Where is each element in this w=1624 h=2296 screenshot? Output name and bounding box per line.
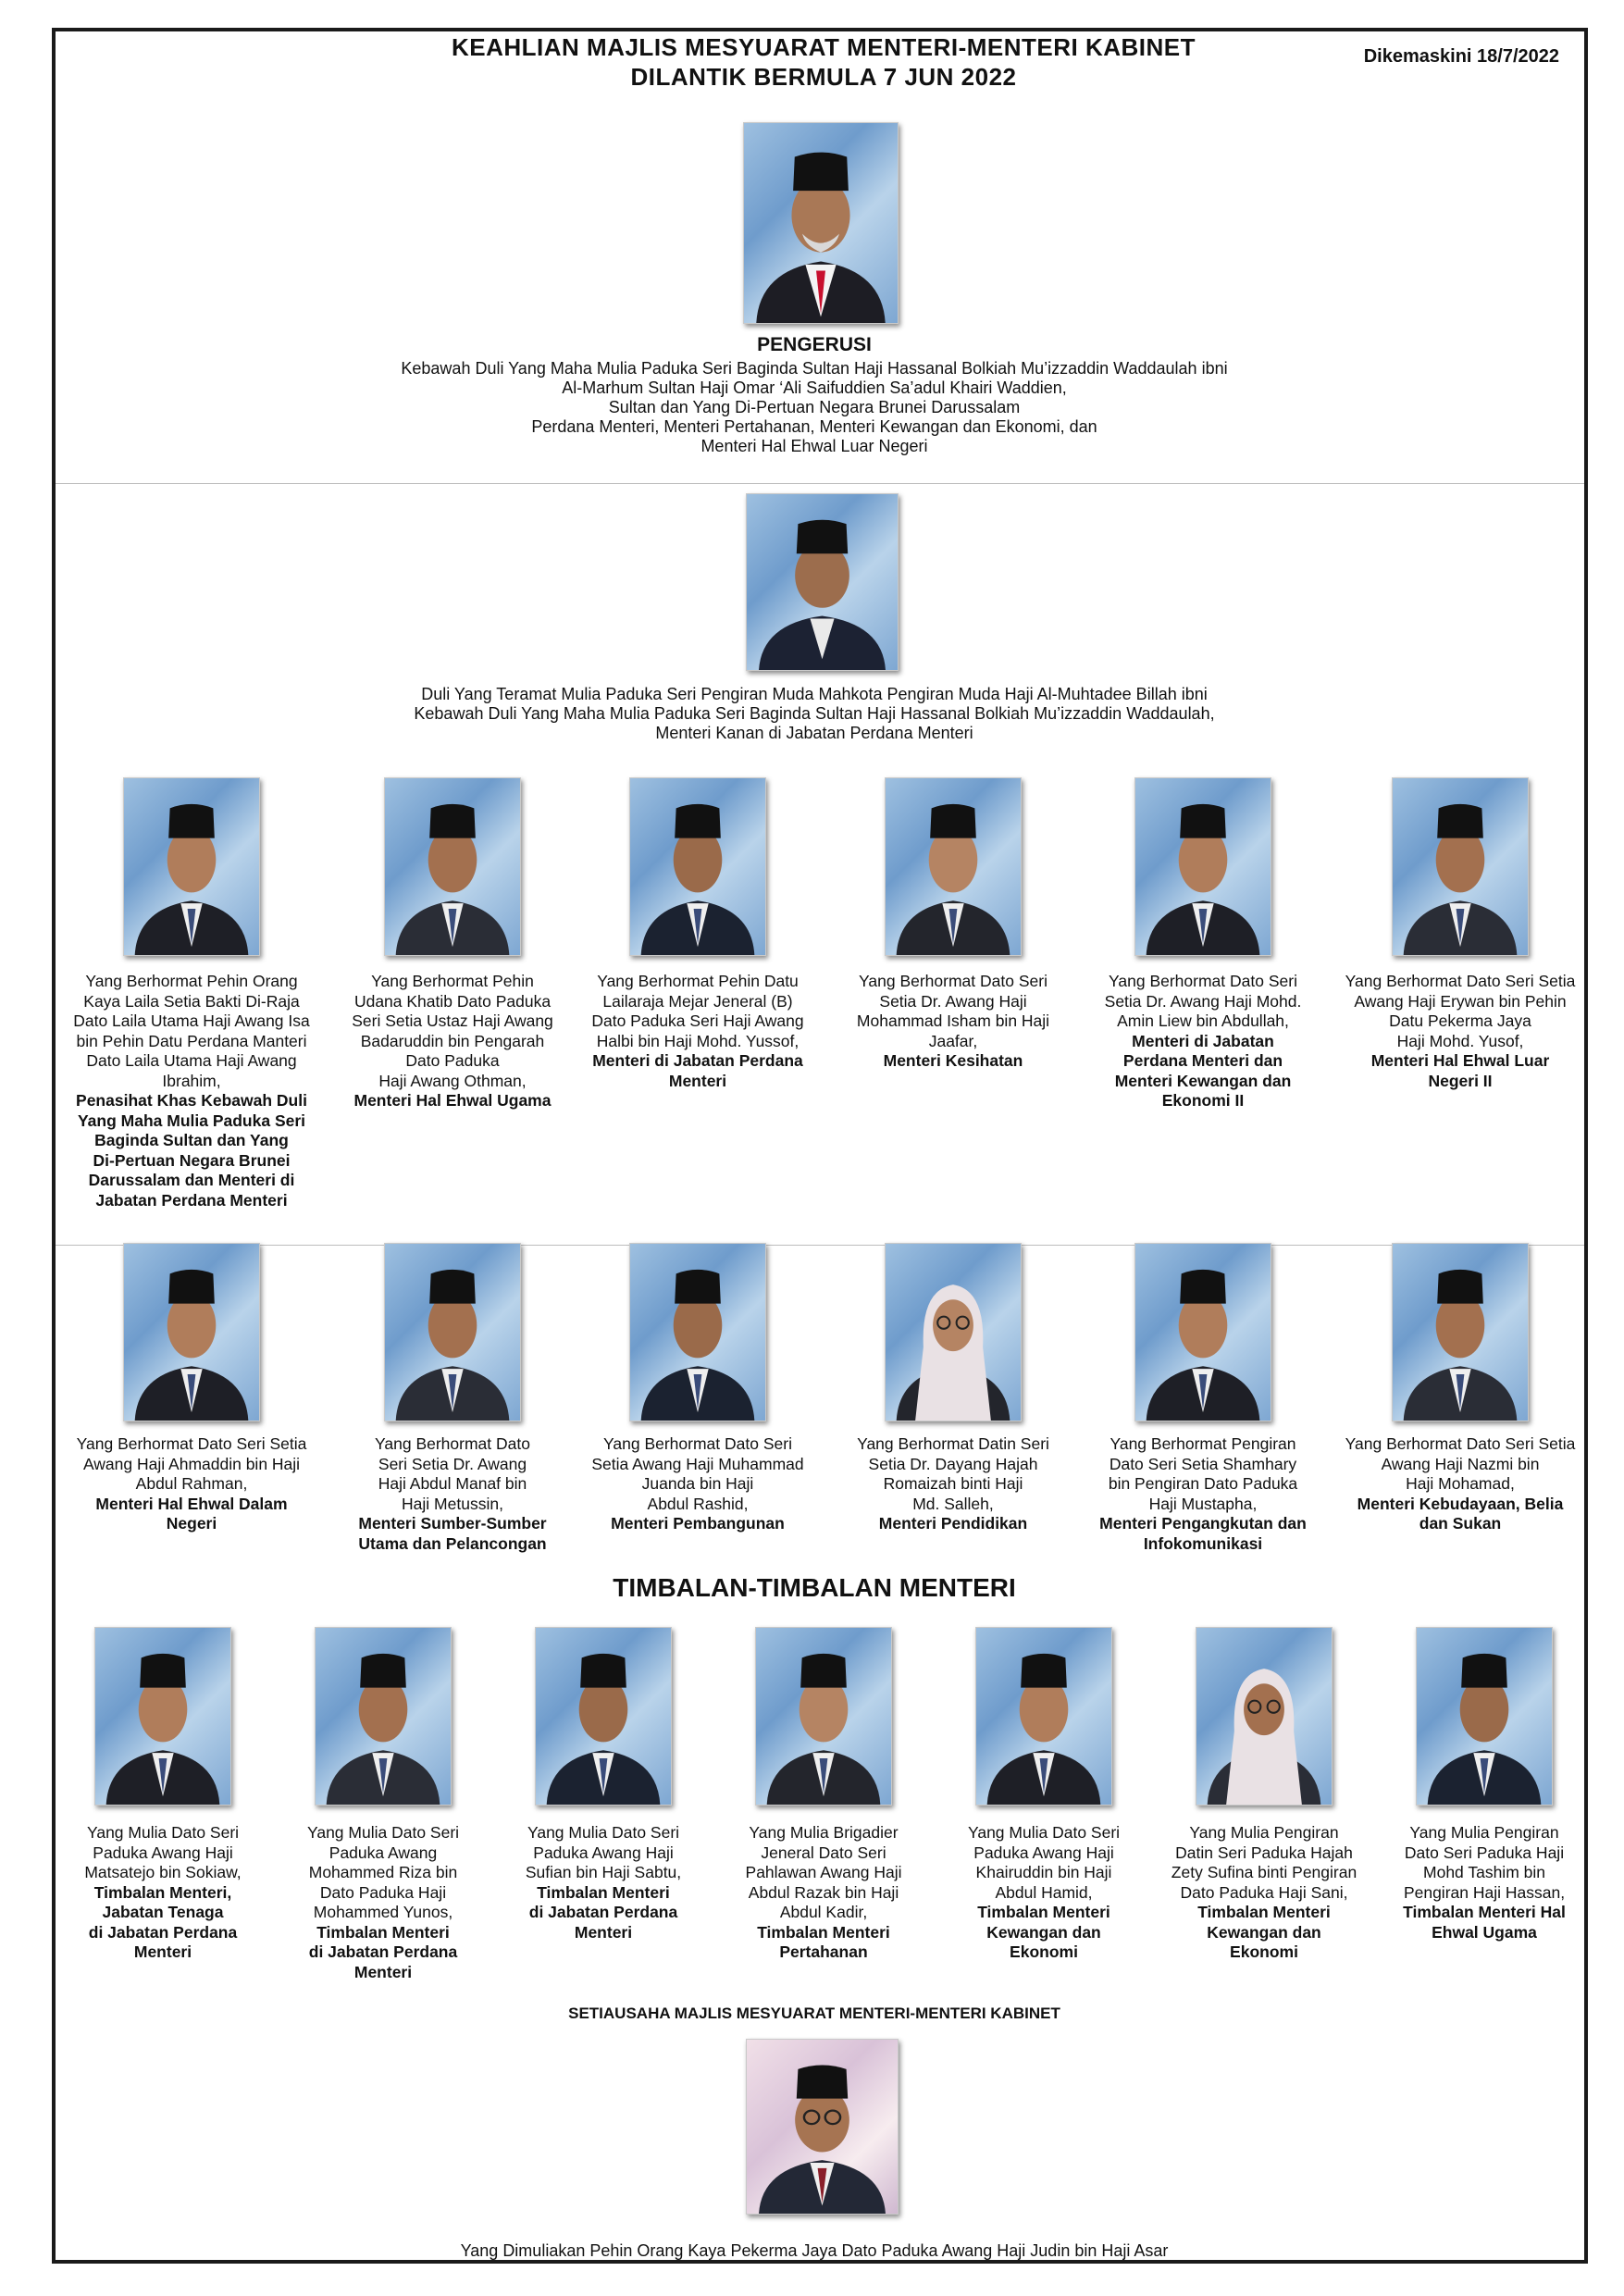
member-name-line: Zety Sufina binti Pengiran	[1171, 1863, 1357, 1881]
person-portrait-icon	[976, 1628, 1111, 1805]
member-name-line: Yang Berhormat Dato Seri Setia	[1345, 972, 1576, 990]
person-portrait-icon	[747, 2040, 898, 2214]
member-role-line: Menteri Kewangan dan	[1114, 1071, 1292, 1090]
member-role-line: Baginda Sultan dan Yang	[94, 1131, 289, 1149]
portrait	[629, 1243, 766, 1421]
chairman-role-line1: Perdana Menteri, Menteri Pertahanan, Menteri Kewangan dan Ekonomi, dan	[531, 417, 1097, 436]
secretary-name: Yang Dimuliakan Pehin Orang Kaya Pekerma Jaya Dato Paduka Awang Haji Judin bin Haji Asar	[460, 2241, 1169, 2260]
member-name-line: Haji Abdul Manaf bin	[378, 1474, 527, 1493]
portrait	[315, 1627, 452, 1806]
member-name-line: Dato Paduka Seri Haji Awang	[591, 1011, 804, 1030]
person-portrait-icon	[316, 1628, 451, 1805]
member-role-line: dan Sukan	[1419, 1514, 1502, 1533]
member-caption	[498, 1823, 709, 1942]
member-role-line: Timbalan Menteri	[977, 1903, 1110, 1921]
member-name-line: Khairuddin bin Haji	[975, 1863, 1112, 1881]
member-name-line: Abdul Rashid,	[647, 1494, 749, 1513]
member-name-line: Dato Paduka	[405, 1051, 500, 1070]
person-portrait-icon	[124, 778, 259, 955]
person-portrait-icon	[124, 1244, 259, 1421]
member-name-line: Yang Mulia Pengiran	[1409, 1823, 1559, 1842]
portrait	[123, 777, 260, 956]
page-title-line1: KEAHLIAN MAJLIS MESYUARAT MENTERI-MENTERI KABINET	[451, 33, 1196, 61]
senior-name-line1: Duli Yang Teramat Mulia Paduka Seri Pengiran Muda Mahkota Pengiran Muda Haji Al-Muhtadee Billah ibni	[421, 685, 1208, 703]
member-name-line: Dato Laila Utama Haji Awang	[86, 1051, 297, 1070]
member-role-line: Menteri	[353, 1962, 413, 1981]
member-name-line: Dato Laila Utama Haji Awang Isa	[73, 1011, 310, 1030]
member-name-line: Datu Pekerma Jaya	[1389, 1011, 1531, 1030]
member-name-line: Awang Haji Ahmaddin bin Haji	[82, 1454, 301, 1473]
member-name-line: Paduka Awang Haji	[973, 1843, 1114, 1862]
divider	[56, 483, 1584, 484]
member-name-line: Haji Mohd. Yusof,	[1396, 1031, 1524, 1050]
member-role-line: Menteri	[574, 1922, 633, 1942]
person-portrait-icon	[1393, 1244, 1528, 1421]
member-role-line: Jabatan Tenaga	[102, 1903, 224, 1921]
member-name-line: Badaruddin bin Pengarah	[360, 1031, 545, 1050]
member-name-line: Yang Mulia Pengiran	[1189, 1823, 1339, 1842]
page-title-line2: DILANTIK BERMULA 7 JUN 2022	[630, 63, 1017, 91]
member-name-line: Yang Mulia Dato Seri	[306, 1823, 460, 1842]
portrait	[94, 1627, 231, 1806]
person-portrait-icon	[1135, 1244, 1271, 1421]
member-role-line: Di-Pertuan Negara Brunei	[93, 1150, 291, 1170]
member-caption	[718, 1823, 929, 1963]
member-caption	[574, 972, 822, 1091]
member-name-line: Seri Setia Dr. Awang	[378, 1454, 527, 1473]
member-name-line: Yang Berhormat Pehin Datu	[597, 972, 799, 990]
portrait	[1392, 777, 1529, 956]
person-portrait-icon	[95, 1628, 230, 1805]
member-name-line: Pahlawan Awang Haji	[745, 1863, 902, 1881]
member-name-line: Yang Berhormat Pehin Orang	[85, 972, 298, 990]
person-portrait-icon	[536, 1628, 671, 1805]
member-role-line: Pertahanan	[779, 1942, 868, 1961]
member-caption	[1379, 1823, 1590, 1942]
member-name-line: Paduka Awang Haji	[93, 1843, 233, 1862]
member-name-line: Yang Mulia Dato Seri	[527, 1823, 680, 1842]
member-role-line: Penasihat Khas Kebawah Duli	[76, 1091, 307, 1110]
member-name-line: Mohammed Yunos,	[313, 1903, 453, 1921]
member-role-line: Timbalan Menteri,	[93, 1882, 232, 1902]
member-caption	[1336, 972, 1584, 1091]
person-portrait-icon	[385, 778, 520, 955]
member-name-line: Yang Mulia Brigadier	[749, 1823, 899, 1842]
secretary-heading: SETIAUSAHA MAJLIS MESYUARAT MENTERI-MENTERI KABINET	[568, 2004, 1060, 2022]
member-name-line: Jeneral Dato Seri	[761, 1843, 886, 1862]
member-caption	[1159, 1823, 1370, 1963]
member-role-line: Menteri Kebudayaan, Belia	[1357, 1494, 1564, 1513]
person-portrait-icon	[1393, 778, 1528, 955]
member-name-line: Abdul Rahman,	[135, 1474, 248, 1493]
portrait	[384, 1243, 521, 1421]
portrait	[629, 777, 766, 956]
updated-date: Dikemaskini 18/7/2022	[1363, 46, 1559, 67]
member-name-line: Dato Seri Setia Shamhary	[1109, 1454, 1297, 1473]
deputy-heading: TIMBALAN-TIMBALAN MENTERI	[613, 1573, 1016, 1602]
member-caption	[1079, 972, 1327, 1111]
member-caption	[57, 1823, 268, 1963]
member-name-line: Mohd Tashim bin	[1423, 1863, 1545, 1881]
member-role-line: Menteri Hal Ehwal Luar	[1370, 1051, 1550, 1070]
portrait	[755, 1627, 892, 1806]
person-portrait-icon	[1196, 1628, 1332, 1805]
portrait	[535, 1627, 672, 1806]
person-portrait-icon	[1135, 778, 1271, 955]
member-caption	[68, 972, 316, 1210]
portrait	[1134, 1243, 1271, 1421]
chairman-role-line2: Menteri Hal Ehwal Luar Negeri	[700, 437, 928, 455]
member-name-line: Setia Dr. Awang Haji	[879, 991, 1027, 1011]
member-caption	[574, 1434, 822, 1534]
member-name-line: Yang Berhormat Pengiran	[1110, 1434, 1296, 1453]
member-name-line: Awang Haji Nazmi bin	[1381, 1454, 1540, 1473]
senior-minister-portrait	[746, 493, 899, 671]
member-name-line: Yang Berhormat Dato	[375, 1434, 530, 1453]
member-name-line: Lailaraja Mejar Jeneral (B)	[602, 991, 793, 1011]
member-role-line: Menteri Hal Ehwal Ugama	[353, 1091, 552, 1110]
member-name-line: Romaizah binti Haji	[883, 1474, 1023, 1493]
member-name-line: Yang Berhormat Dato Seri	[859, 972, 1048, 990]
member-role-line: Menteri Sumber-Sumber	[358, 1514, 547, 1533]
portrait	[885, 1243, 1022, 1421]
person-portrait-icon	[385, 1244, 520, 1421]
member-role-line: Kewangan dan	[986, 1922, 1101, 1942]
member-role-line: Timbalan Menteri	[316, 1922, 450, 1942]
member-caption	[829, 972, 1077, 1072]
member-caption	[1336, 1434, 1584, 1534]
member-role-line: Ekonomi II	[1161, 1091, 1245, 1110]
member-role-line: Timbalan Menteri	[1197, 1903, 1331, 1921]
member-name-line: Dato Paduka Haji	[319, 1882, 447, 1902]
member-role-line: Menteri Pengangkutan dan	[1099, 1514, 1307, 1533]
portrait	[1134, 777, 1271, 956]
member-role-line: Infokomunikasi	[1143, 1533, 1263, 1553]
member-name-line: Sufian bin Haji Sabtu,	[525, 1863, 682, 1881]
member-name-line: Mohammad Isham bin Haji	[856, 1011, 1050, 1030]
member-name-line: Md. Salleh,	[912, 1494, 994, 1513]
member-role-line: Negeri II	[1428, 1071, 1493, 1090]
chairman-heading: PENGERUSI	[757, 334, 872, 355]
divider	[56, 1245, 1584, 1246]
member-name-line: Setia Dr. Dayang Hajah	[868, 1454, 1038, 1473]
member-role-line: Negeri	[166, 1514, 217, 1533]
portrait	[975, 1627, 1112, 1806]
member-name-line: Paduka Awang	[329, 1843, 438, 1862]
member-name-line: Dato Seri Paduka Haji	[1404, 1843, 1565, 1862]
member-name-line: Yang Berhormat Datin Seri	[857, 1434, 1049, 1453]
chairman-portrait	[743, 122, 899, 324]
member-name-line: Udana Khatib Dato Paduka	[353, 991, 552, 1011]
member-name-line: Abdul Kadir,	[779, 1903, 868, 1921]
member-role-line: Ekonomi	[1230, 1942, 1298, 1961]
member-name-line: Haji Metussin,	[402, 1494, 503, 1513]
person-portrait-icon	[630, 778, 765, 955]
member-name-line: Haji Mustapha,	[1148, 1494, 1258, 1513]
member-name-line: Datin Seri Paduka Hajah	[1175, 1843, 1353, 1862]
member-name-line: Amin Liew bin Abdullah,	[1117, 1011, 1289, 1030]
member-name-line: Kaya Laila Setia Bakti Di-Raja	[83, 991, 300, 1011]
senior-name-line2: Kebawah Duli Yang Maha Mulia Paduka Seri Baginda Sultan Haji Hassanal Bolkiah Mu’izzaddin Waddaulah,	[414, 704, 1215, 723]
member-caption	[329, 972, 576, 1111]
member-role-line: Menteri	[133, 1942, 192, 1961]
member-role-line: Yang Maha Mulia Paduka Seri	[77, 1111, 306, 1130]
portrait	[885, 777, 1022, 956]
portrait	[1392, 1243, 1529, 1421]
member-role-line: Menteri Hal Ehwal Dalam	[95, 1494, 288, 1513]
chairman-name-line2: Al-Marhum Sultan Haji Omar ‘Ali Saifuddien Sa’adul Khairi Waddien,	[562, 379, 1067, 397]
member-role-line: Jabatan Perdana Menteri	[95, 1190, 288, 1210]
member-caption	[278, 1823, 489, 1982]
person-portrait-icon	[744, 123, 898, 323]
member-name-line: Jaafar,	[928, 1031, 978, 1050]
member-name-line: Pengiran Haji Hassan,	[1403, 1882, 1566, 1902]
member-role-line: Menteri di Jabatan	[1132, 1031, 1274, 1050]
chairman-name-line3: Sultan dan Yang Di-Pertuan Negara Brunei Darussalam	[608, 398, 1021, 416]
member-role-line: Menteri Kesihatan	[883, 1051, 1023, 1070]
member-role-line: Ehwal Ugama	[1432, 1922, 1537, 1942]
person-portrait-icon	[1417, 1628, 1552, 1805]
portrait	[1196, 1627, 1333, 1806]
member-caption	[1079, 1434, 1327, 1554]
member-role-line: Timbalan Menteri Hal	[1403, 1903, 1566, 1921]
member-role-line: Kewangan dan	[1207, 1922, 1321, 1942]
member-name-line: Halbi bin Haji Mohd. Yussof,	[596, 1031, 800, 1050]
member-name-line: Matsatejo bin Sokiaw,	[84, 1863, 242, 1881]
member-name-line: Yang Berhormat Dato Seri Setia	[76, 1434, 307, 1453]
secretary-portrait	[746, 2039, 899, 2215]
member-caption	[68, 1434, 316, 1534]
person-portrait-icon	[630, 1244, 765, 1421]
member-name-line: Yang Berhormat Dato Seri Setia	[1345, 1434, 1576, 1453]
senior-role: Menteri Kanan di Jabatan Perdana Menteri	[655, 724, 973, 742]
member-name-line: Paduka Awang Haji	[533, 1843, 674, 1862]
member-name-line: Yang Berhormat Pehin	[371, 972, 534, 990]
member-role-line: di Jabatan Perdana	[88, 1922, 238, 1942]
portrait	[123, 1243, 260, 1421]
member-caption	[829, 1434, 1077, 1534]
member-role-line: Perdana Menteri dan	[1122, 1051, 1283, 1070]
member-name-line: Yang Mulia Dato Seri	[967, 1823, 1121, 1842]
member-name-line: Setia Dr. Awang Haji Mohd.	[1104, 991, 1302, 1011]
member-name-line: Mohammed Riza bin	[308, 1863, 458, 1881]
portrait	[384, 777, 521, 956]
member-role-line: Menteri Pendidikan	[878, 1514, 1028, 1533]
member-name-line: Haji Mohamad,	[1406, 1474, 1515, 1493]
member-name-line: Awang Haji Erywan bin Pehin	[1354, 991, 1567, 1011]
member-name-line: Dato Paduka Haji Sani,	[1180, 1882, 1348, 1902]
member-role-line: Menteri di Jabatan Perdana	[592, 1051, 803, 1070]
member-name-line: Abdul Hamid,	[995, 1882, 1093, 1902]
member-name-line: bin Pehin Datu Perdana Manteri	[76, 1031, 307, 1050]
person-portrait-icon	[886, 778, 1021, 955]
member-caption	[329, 1434, 576, 1554]
member-role-line: di Jabatan Perdana	[528, 1903, 678, 1921]
member-name-line: Abdul Razak bin Haji	[748, 1882, 899, 1902]
member-caption	[938, 1823, 1149, 1963]
member-name-line: Yang Mulia Dato Seri	[86, 1823, 240, 1842]
person-portrait-icon	[756, 1628, 891, 1805]
person-portrait-icon	[886, 1244, 1021, 1421]
person-portrait-icon	[747, 494, 898, 670]
member-name-line: Yang Berhormat Dato Seri	[1109, 972, 1297, 990]
member-name-line: Seri Setia Ustaz Haji Awang	[352, 1011, 553, 1030]
portrait	[1416, 1627, 1553, 1806]
member-name-line: Ibrahim,	[162, 1071, 221, 1090]
member-name-line: Yang Berhormat Dato Seri	[603, 1434, 792, 1453]
member-role-line: Menteri Pembangunan	[611, 1514, 785, 1533]
member-name-line: Setia Awang Haji Muhammad	[591, 1454, 804, 1473]
member-role-line: Ekonomi	[1010, 1942, 1078, 1961]
member-name-line: Haji Awang Othman,	[378, 1071, 527, 1090]
chairman-name-line1: Kebawah Duli Yang Maha Mulia Paduka Seri Baginda Sultan Haji Hassanal Bolkiah Mu’izzaddin Waddaulah ibni	[401, 359, 1228, 378]
member-role-line: Darussalam dan Menteri di	[88, 1171, 295, 1189]
member-role-line: Timbalan Menteri	[537, 1882, 670, 1902]
member-name-line: bin Pengiran Dato Paduka	[1108, 1474, 1298, 1493]
member-name-line: Juanda bin Haji	[641, 1474, 754, 1493]
member-role-line: Timbalan Menteri	[757, 1922, 890, 1942]
member-role-line: Menteri	[668, 1071, 727, 1090]
member-role-line: di Jabatan Perdana	[308, 1942, 458, 1961]
member-role-line: Utama dan Pelancongan	[358, 1533, 547, 1553]
